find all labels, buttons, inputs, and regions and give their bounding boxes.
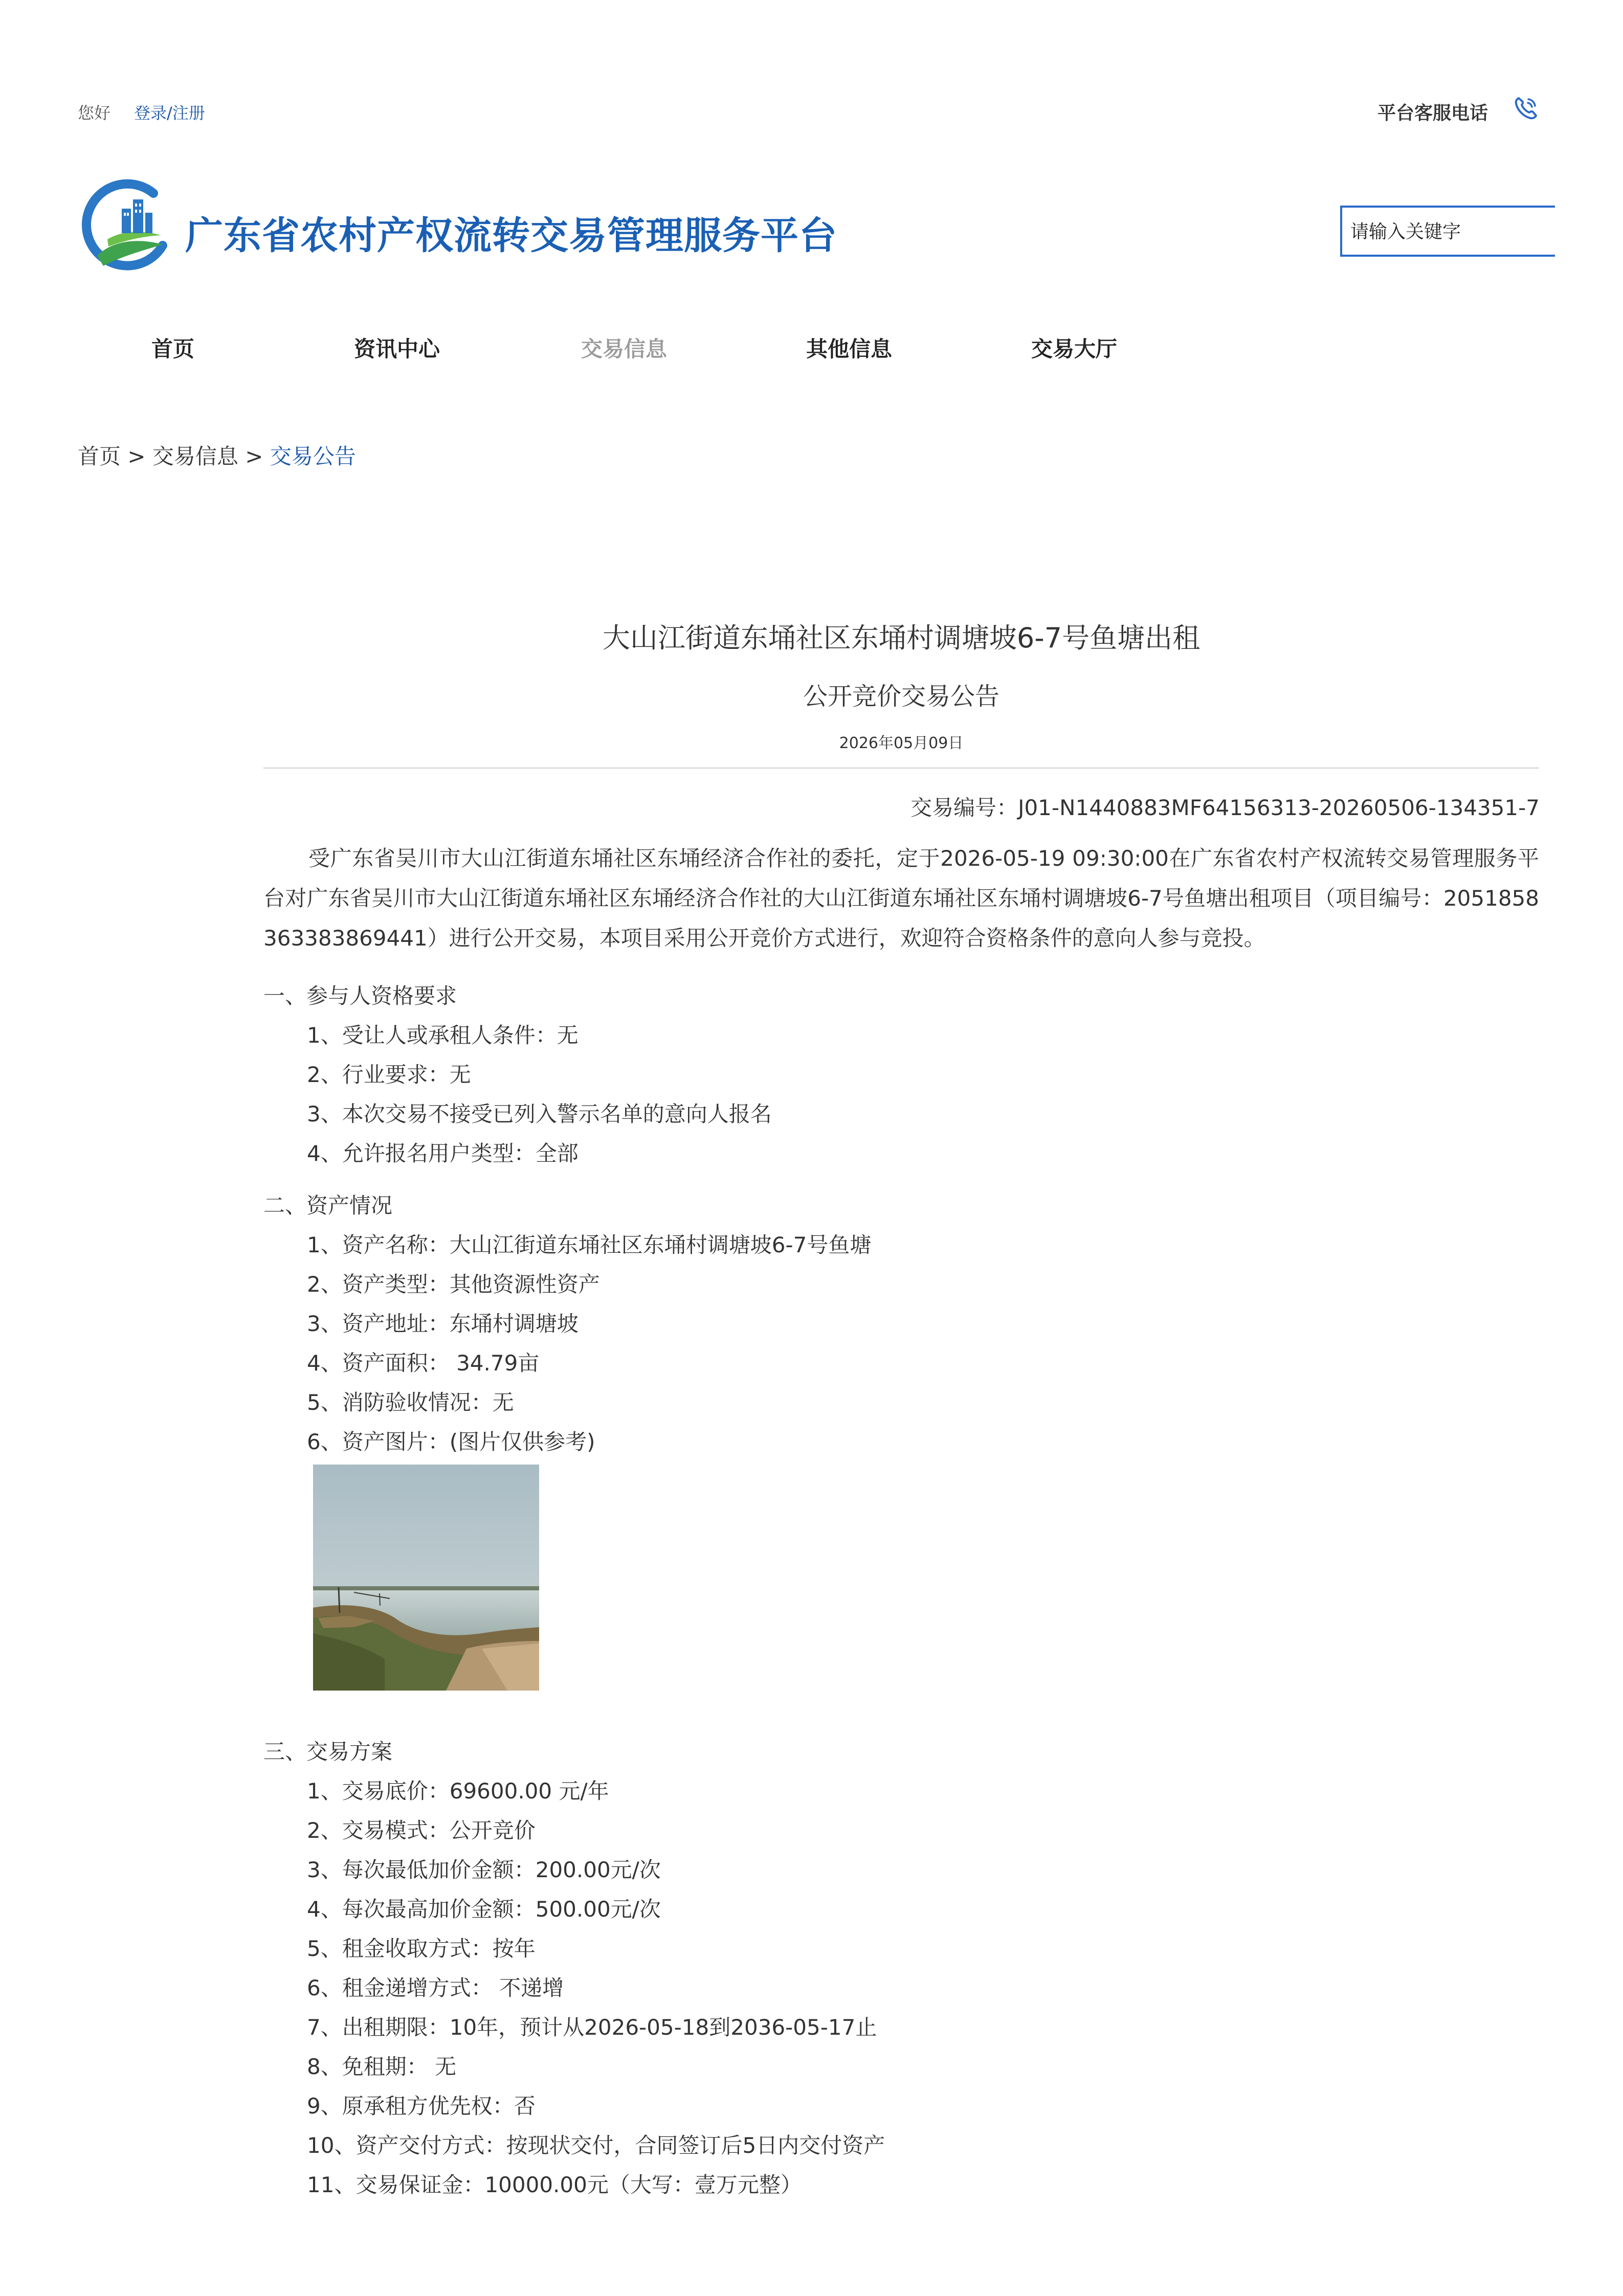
login-register-link[interactable]: 登录/注册 (134, 103, 205, 123)
asset-photo[interactable] (313, 1465, 539, 1691)
list-item: 3、每次最低加价金额：200.00元/次 (307, 1857, 661, 1882)
nav-trading-hall[interactable]: 交易大厅 (1031, 336, 1118, 362)
list-item: 5、消防验收情况：无 (307, 1390, 514, 1415)
list-item: 10、资产交付方式：按现状交付，合同签订后5日内交付资产 (307, 2133, 885, 2158)
nav-news-center[interactable]: 资讯中心 (354, 336, 440, 362)
nav-trade-info[interactable]: 交易信息 (581, 336, 668, 362)
list-item: 1、资产名称：大山江街道东埇社区东埇村调塘坡6-7号鱼塘 (307, 1232, 872, 1257)
list-item: 11、交易保证金：10000.00元（大写：壹万元整） (307, 2172, 802, 2197)
article-title: 大山江街道东埇社区东埇村调塘坡6-7号鱼塘出租 (602, 622, 1200, 654)
hotline-label: 平台客服电话 (1377, 103, 1488, 124)
list-item: 8、免租期： 无 (307, 2054, 457, 2079)
nav-home[interactable]: 首页 (151, 336, 195, 362)
search-input[interactable] (1349, 208, 1551, 256)
site-title[interactable]: 广东省农村产权流转交易管理服务平台 (185, 214, 837, 258)
list-item: 7、出租期限：10年，预计从2026-05-18到2036-05-17止 (307, 2015, 877, 2040)
list-item: 4、允许报名用户类型：全部 (307, 1141, 579, 1166)
list-item: 1、受让人或承租人条件：无 (307, 1023, 579, 1048)
breadcrumb-separator: > (121, 444, 152, 469)
greeting-text: 您好 (78, 103, 111, 123)
list-item: 3、本次交易不接受已列入警示名单的意向人报名 (307, 1101, 772, 1127)
list-item: 1、交易底价：69600.00 元/年 (307, 1779, 609, 1804)
section-heading-qualification: 一、参与人资格要求 (263, 983, 457, 1008)
article-date: 2026年05月09日 (839, 734, 964, 752)
breadcrumb-home[interactable]: 首页 (78, 444, 121, 469)
list-item: 4、资产面积： 34.79亩 (307, 1350, 540, 1376)
section-heading-plan: 三、交易方案 (263, 1739, 393, 1764)
search-box (1340, 206, 1555, 257)
divider (263, 767, 1539, 769)
list-item: 2、行业要求：无 (307, 1062, 471, 1087)
list-item: 6、租金递增方式： 不递增 (307, 1975, 564, 2000)
phone-icon[interactable] (1511, 94, 1540, 123)
list-item: 4、每次最高加价金额：500.00元/次 (307, 1897, 661, 1922)
article-subtitle: 公开竞价交易公告 (803, 682, 999, 711)
list-item: 6、资产图片：(图片仅供参考) (307, 1429, 595, 1454)
list-item: 5、租金收取方式：按年 (307, 1936, 536, 1961)
breadcrumb-current[interactable]: 交易公告 (270, 444, 356, 469)
breadcrumb-separator: > (238, 444, 270, 469)
list-item: 2、交易模式：公开竞价 (307, 1818, 536, 1843)
section-heading-asset: 二、资产情况 (263, 1193, 393, 1218)
breadcrumb-trade-info[interactable]: 交易信息 (152, 444, 238, 469)
trade-number: 交易编号：J01-N1440883MF64156313-20260506-134351-7 (910, 795, 1540, 820)
nav-other-info[interactable]: 其他信息 (806, 336, 893, 362)
breadcrumb (78, 440, 356, 470)
intro-paragraph: 受广东省吴川市大山江街道东埇社区东埇经济合作社的委托，定于2026-05-19 09:30:00在广东省农村产权流转交易管理服务平台对广东省吴川市大山江街道东埇社区东埇经济合作社的大山江街道东埇社区东埇村调塘坡6-7号鱼塘出租项目（项目编号：2051858363383869441）进行公开交易，本项目采用公开竞价方式进行，欢迎符合资格条件的意向人参与竞投。 (263, 846, 1539, 951)
list-item: 2、资产类型：其他资源性资产 (307, 1272, 600, 1297)
platform-logo (77, 179, 171, 276)
list-item: 3、资产地址：东埇村调塘坡 (307, 1311, 579, 1336)
list-item: 9、原承租方优先权：否 (307, 2094, 536, 2119)
